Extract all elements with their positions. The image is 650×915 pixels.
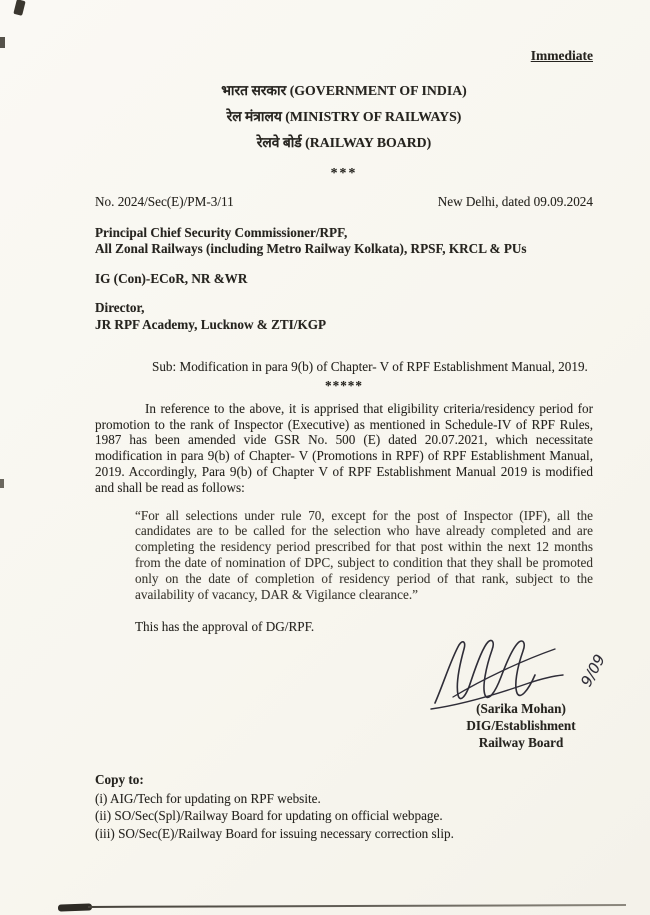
place-and-date: New Delhi, dated 09.09.2024 xyxy=(437,193,593,209)
handwritten-date: 9/09 xyxy=(577,651,610,690)
copy-to-item: (ii) SO/Sec(Spl)/Railway Board for updating on official webpage. xyxy=(95,808,443,824)
signature-block xyxy=(95,641,610,759)
approval-line: This has the approval of DG/RPF. xyxy=(135,619,315,635)
letterhead-government-line: भारत सरकार (GOVERNMENT OF INDIA) xyxy=(221,82,467,98)
scan-artifact-bottom-line xyxy=(88,904,626,908)
copy-to-item: (iii) SO/Sec(E)/Railway Board for issuing necessary correction slip. xyxy=(95,826,454,842)
urgency-label: Immediate xyxy=(530,48,593,63)
copy-to-label: Copy to: xyxy=(95,772,144,788)
addressee-block xyxy=(95,225,593,334)
amended-rule-quote: “For all selections under rule 70, except for the post of Inspector (IPF), all the candidates are to be called for the selection who have already completed and are completing the residency period prescribed for that post within the next 12 months from the date of nomination of DPC, subject to condition that they shall be promoted only on the date of completion of residency period of that rank, subject to the availability of vacancy, DAR & Vigilance clearance.” xyxy=(135,507,593,602)
copy-to-block xyxy=(95,771,593,842)
addressee-gap xyxy=(95,258,593,271)
signer-organization: Railway Board xyxy=(478,734,564,750)
addressee-line: Director, xyxy=(95,300,145,316)
copy-to-item: (i) AIG/Tech for updating on RPF website. xyxy=(95,790,321,806)
addressee-line: All Zonal Railways (including Metro Railway Kolkata), RPSF, KRCL & PUs xyxy=(95,241,527,257)
scan-artifact-bottom xyxy=(58,903,92,911)
signer-block xyxy=(441,701,601,751)
letter-number: No. 2024/Sec(E)/PM-3/11 xyxy=(95,193,234,209)
letterhead-ministry-line: रेल मंत्रालय (MINISTRY OF RAILWAYS) xyxy=(226,108,462,124)
letterhead-board-line: रेलवे बोर्ड (RAILWAY BOARD) xyxy=(256,134,432,150)
signer-name: (Sarika Mohan) xyxy=(476,701,566,717)
addressee-gap xyxy=(95,287,593,300)
signer-designation: DIG/Establishment xyxy=(466,718,576,734)
separator-stars: *** xyxy=(330,164,358,180)
subject-line: Sub: Modification in para 9(b) of Chapter- V of RPF Establishment Manual, 2019. xyxy=(152,359,588,375)
addressee-line: Principal Chief Security Commissioner/RPF, xyxy=(95,224,348,240)
addressee-line: JR RPF Academy, Lucknow & ZTI/KGP xyxy=(95,316,327,332)
addressee-line: IG (Con)-ECoR, NR &WR xyxy=(95,270,248,286)
separator-stars: ***** xyxy=(325,377,363,393)
reference-row xyxy=(95,194,593,210)
body-paragraph: In reference to the above, it is apprised that eligibility criteria/residency period for promotion to the rank of Inspector (Executive) as mentioned in Schedule-IV of RPF Rules, 1987 has been amended vide GSR No. 500 (E) dated 20.07.2021, which necessitate modification in para 9(b) of Chapter- V (Promotions in RPF) of RPF Establishment Manual, 2019. Accordingly, Para 9(b) of Chapter V of RPF Establishment Manual 2019 is modified and shall be read as follows: xyxy=(95,400,593,495)
letterhead xyxy=(95,78,593,186)
